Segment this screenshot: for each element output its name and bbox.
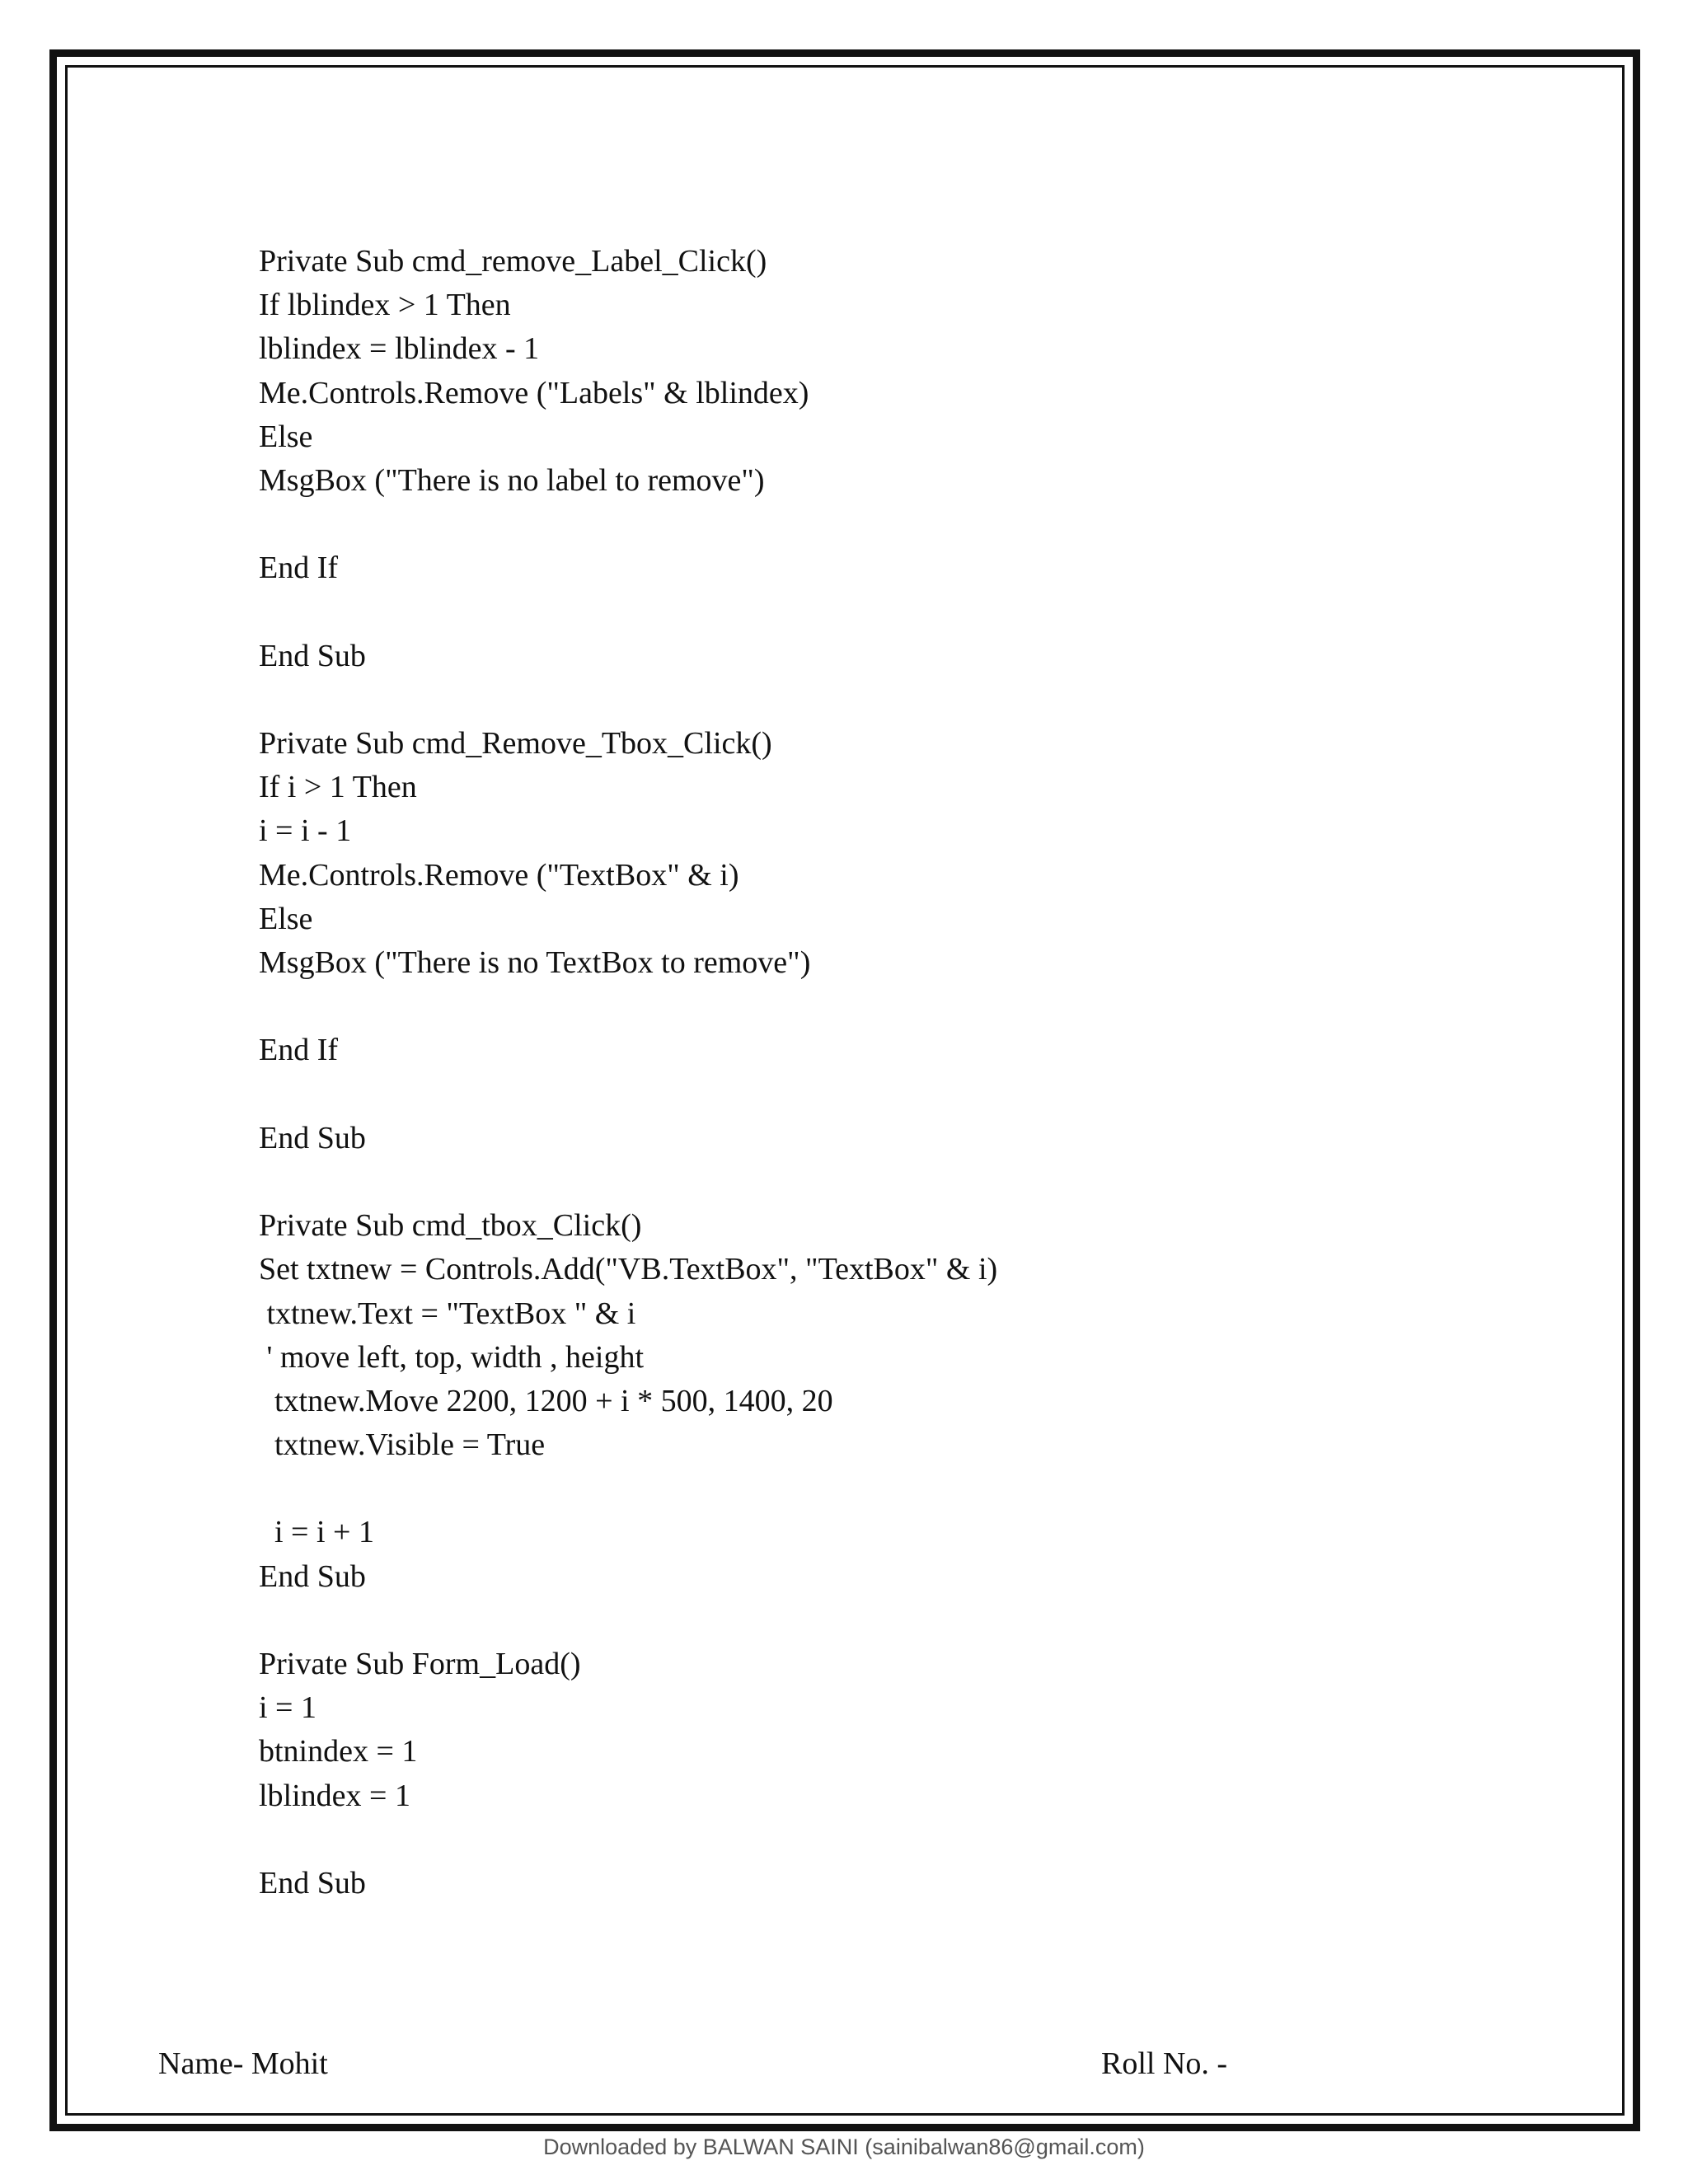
code-line: lblindex = 1 bbox=[259, 1778, 410, 1813]
code-line bbox=[259, 1818, 1495, 1862]
code-line: txtnew.Move 2200, 1200 + i * 500, 1400, 20 bbox=[259, 1383, 833, 1418]
code-line: End Sub bbox=[259, 1558, 366, 1594]
code-line bbox=[259, 1073, 1495, 1117]
code-line bbox=[259, 678, 1495, 722]
code-line: End If bbox=[259, 551, 339, 586]
code-line: i = i - 1 bbox=[259, 813, 352, 849]
code-line: End Sub bbox=[259, 638, 366, 673]
code-line: If i > 1 Then bbox=[259, 770, 417, 805]
code-line: btnindex = 1 bbox=[259, 1734, 418, 1769]
code-line: txtnew.Visible = True bbox=[259, 1427, 546, 1463]
code-line: Set txtnew = Controls.Add("VB.TextBox", "TextBox" & i) bbox=[259, 1252, 998, 1287]
code-line: Else bbox=[259, 419, 313, 454]
code-line bbox=[259, 1160, 1495, 1204]
code-line: MsgBox ("There is no TextBox to remove") bbox=[259, 945, 811, 980]
code-line bbox=[259, 1599, 1495, 1643]
code-block bbox=[259, 240, 1495, 1905]
student-name: Name- Mohit bbox=[158, 2046, 328, 2081]
code-line: i = 1 bbox=[259, 1690, 316, 1726]
code-line: ' move left, top, width , height bbox=[259, 1339, 645, 1375]
code-line: lblindex = lblindex - 1 bbox=[259, 331, 540, 367]
code-line: Private Sub cmd_tbox_Click() bbox=[259, 1208, 642, 1244]
code-line: Else bbox=[259, 901, 313, 936]
code-line: End Sub bbox=[259, 1865, 366, 1900]
code-line: End If bbox=[259, 1033, 339, 1068]
code-line: MsgBox ("There is no label to remove") bbox=[259, 462, 765, 498]
code-line: End Sub bbox=[259, 1120, 366, 1155]
code-line bbox=[259, 985, 1495, 1029]
download-attribution: Downloaded by BALWAN SAINI (sainibalwan86@gmail.com) bbox=[543, 2135, 1145, 2159]
roll-number: Roll No. - bbox=[1101, 2046, 1228, 2081]
code-line: Private Sub cmd_remove_Label_Click() bbox=[259, 244, 767, 279]
code-line: txtnew.Text = "TextBox " & i bbox=[259, 1296, 636, 1331]
code-line: Me.Controls.Remove ("TextBox" & i) bbox=[259, 857, 739, 893]
code-line: Private Sub cmd_Remove_Tbox_Click() bbox=[259, 726, 772, 762]
code-line bbox=[259, 503, 1495, 546]
code-line bbox=[259, 1467, 1495, 1511]
code-line: Me.Controls.Remove ("Labels" & lblindex) bbox=[259, 375, 809, 410]
code-line: i = i + 1 bbox=[259, 1515, 374, 1550]
code-line bbox=[259, 591, 1495, 635]
code-line: If lblindex > 1 Then bbox=[259, 288, 511, 323]
code-line: Private Sub Form_Load() bbox=[259, 1647, 581, 1681]
